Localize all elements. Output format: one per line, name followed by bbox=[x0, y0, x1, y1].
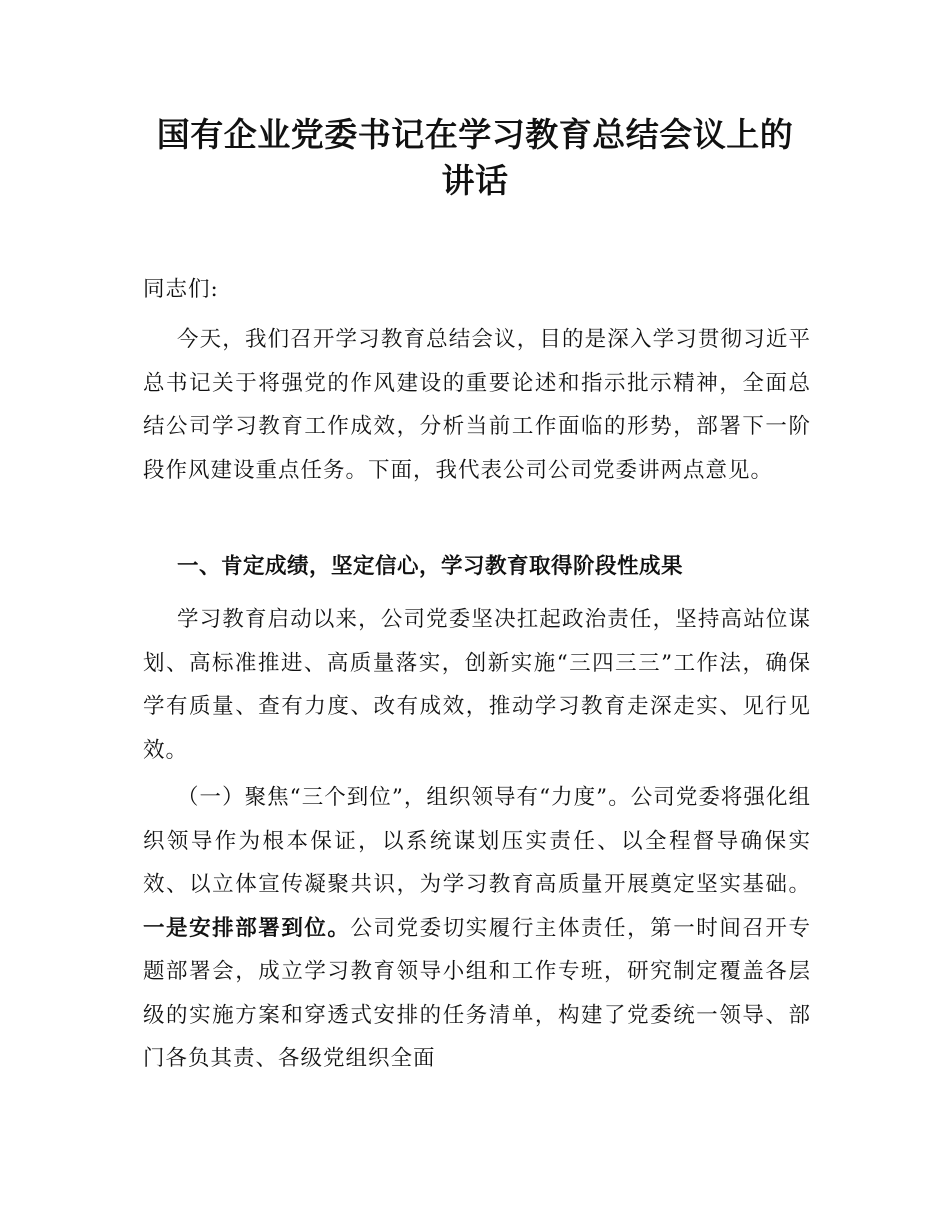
paragraph-subsection-1-body: 公司党委切实履行主体责任，第一时间召开专题部署会，成立学习教育领导小组和工作专班，研究制定覆盖各层级的实施方案和穿透式安排的任务清单，构建了党委统一领导、部门各负其责、各级党组织全面 bbox=[143, 915, 811, 1071]
paragraph-subsection-1-intro: （一）聚焦“三个到位”，组织领导有“力度”。公司党委将强化组织领导作为根本保证，以系统谋划压实责任、以全程督导确保实效、以立体宣传凝聚共识，为学习教育高质量开展奠定坚实基础。 bbox=[143, 785, 811, 897]
section-heading-1: 一、肯定成绩，坚定信心，学习教育取得阶段性成果 bbox=[177, 554, 684, 579]
title-line-1: 国有企业党委书记在学习教育总结会议上的 bbox=[156, 115, 794, 154]
paragraph-subsection-1 bbox=[143, 776, 811, 1081]
title-line-2: 讲话 bbox=[441, 161, 509, 200]
paragraph-subsection-1-bold-lead: 一是安排部署到位。 bbox=[143, 915, 351, 941]
paragraph-intro: 今天，我们召开学习教育总结会议，目的是深入学习贯彻习近平总书记关于将强党的作风建设的重要论述和指示批示精神，全面总结公司学习教育工作成效，分析当前工作面临的形势，部署下一阶段作风建设重点任务。下面，我代表公司公司党委讲两点意见。 bbox=[143, 327, 811, 483]
paragraph-section-1: 学习教育启动以来，公司党委坚决扛起政治责任，坚持高站位谋划、高标准推进、高质量落实，创新实施“三四三三”工作法，确保学有质量、查有力度、改有成效，推动学习教育走深走实、见行见效。 bbox=[143, 607, 811, 763]
salutation: 同志们: bbox=[143, 277, 219, 302]
document-title bbox=[120, 112, 830, 204]
